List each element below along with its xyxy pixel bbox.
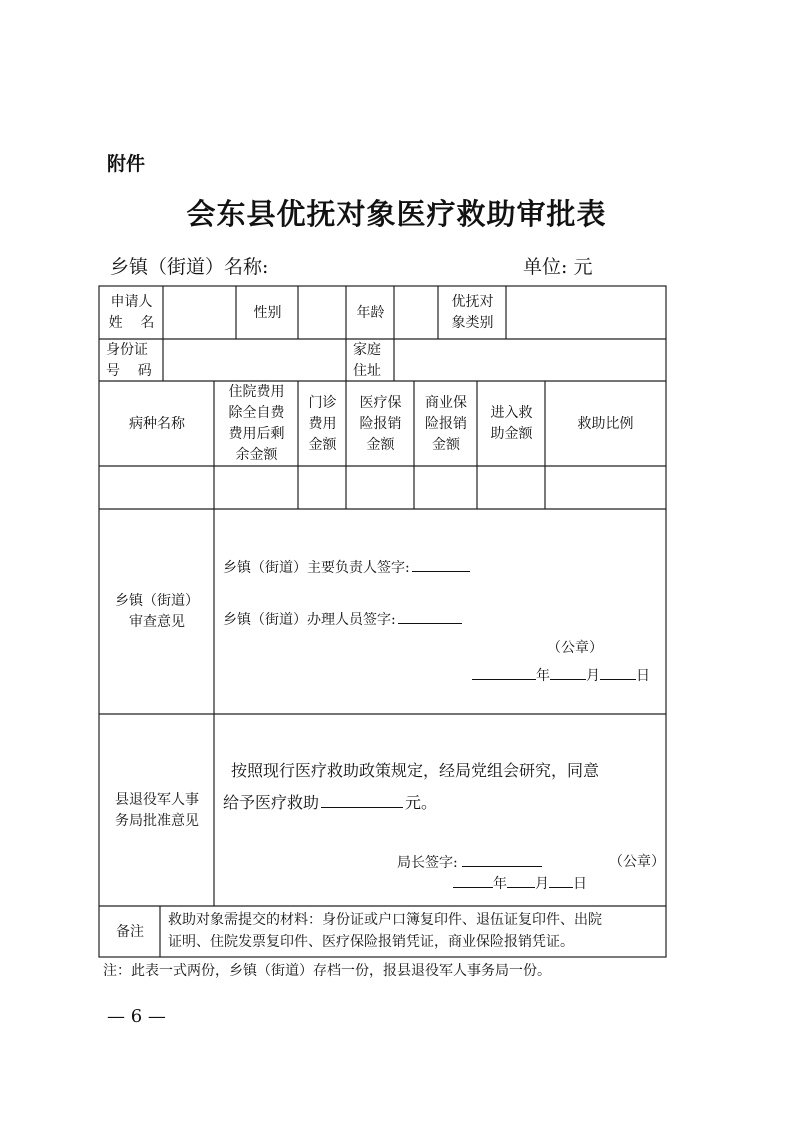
director-signature[interactable]: 局长签字: (397, 852, 542, 874)
relief-amount-header: 进入救 助金额 (490, 405, 533, 442)
township-seal-label: （公章） (547, 640, 603, 656)
applicant-name-label: 申请人 姓 名 (108, 294, 155, 331)
applicant-name-value[interactable] (164, 287, 236, 339)
attachment-label: 附件 (107, 153, 146, 175)
gender-label: 性别 (253, 304, 282, 321)
outpatient-cost-header: 门诊 费用 金额 (308, 394, 337, 453)
township-review-label: 乡镇（街道） 审查意见 (115, 593, 199, 630)
remarks-line2: 证明、住院发票复印件、医疗保险报销凭证，商业保险报销凭证。 (168, 934, 574, 950)
category-label: 优抚对 象类别 (451, 294, 494, 331)
disease-name-value[interactable] (100, 467, 214, 509)
township-name-label: 乡镇（街道）名称: (110, 256, 269, 278)
township-staff-signature[interactable]: 乡镇（街道）办理人员签字: (223, 609, 462, 631)
remarks-line1: 救助对象需提交的材料：身份证或户口簿复印件、退伍证复印件、出院 (168, 912, 602, 928)
commercial-insurance-value[interactable] (415, 467, 477, 509)
county-approval-date[interactable]: 年 月 日 (453, 873, 587, 895)
hospital-cost-value[interactable] (215, 467, 298, 509)
footnote: 注：此表一式两份，乡镇（街道）存档一份，报县退役军人事务局一份。 (103, 963, 551, 979)
hospital-cost-header: 住院费用 除全自费 费用后剩 余金额 (228, 384, 285, 463)
page-number: — 6 — (107, 1006, 166, 1027)
address-value[interactable] (395, 340, 665, 381)
approval-statement-line1: 按照现行医疗救助政策规定，经局党组会研究，同意 (231, 761, 600, 780)
category-value[interactable] (507, 287, 665, 339)
address-label: 家庭 住址 (353, 341, 381, 379)
county-seal-label: （公章） (609, 854, 665, 870)
remarks-label: 备注 (116, 923, 144, 940)
medical-insurance-header: 医疗保 险报销 金额 (359, 394, 402, 453)
medical-insurance-value[interactable] (347, 467, 414, 509)
age-label: 年龄 (356, 304, 385, 321)
county-approval-label: 县退役军人事 务局批准意见 (115, 791, 199, 829)
relief-ratio-header: 救助比例 (577, 415, 634, 432)
gender-value[interactable] (299, 287, 346, 339)
age-value[interactable] (395, 287, 438, 339)
relief-ratio-value[interactable] (546, 467, 665, 509)
relief-amount-value[interactable] (478, 467, 545, 509)
township-review-date[interactable]: 年 月 日 (472, 665, 650, 687)
id-number-label: 身份证 号 码 (106, 341, 152, 379)
township-leader-signature[interactable]: 乡镇（街道）主要负责人签字: (223, 557, 470, 579)
approval-statement-line2: 给予医疗救助 元。 (223, 790, 437, 815)
disease-name-header: 病种名称 (129, 415, 185, 432)
outpatient-cost-value[interactable] (299, 467, 346, 509)
commercial-insurance-header: 商业保 险报销 金额 (425, 394, 467, 453)
id-number-value[interactable] (164, 340, 346, 381)
page-title: 会东县优抚对象医疗救助审批表 (186, 197, 607, 231)
unit-label: 单位: 元 (523, 256, 593, 278)
